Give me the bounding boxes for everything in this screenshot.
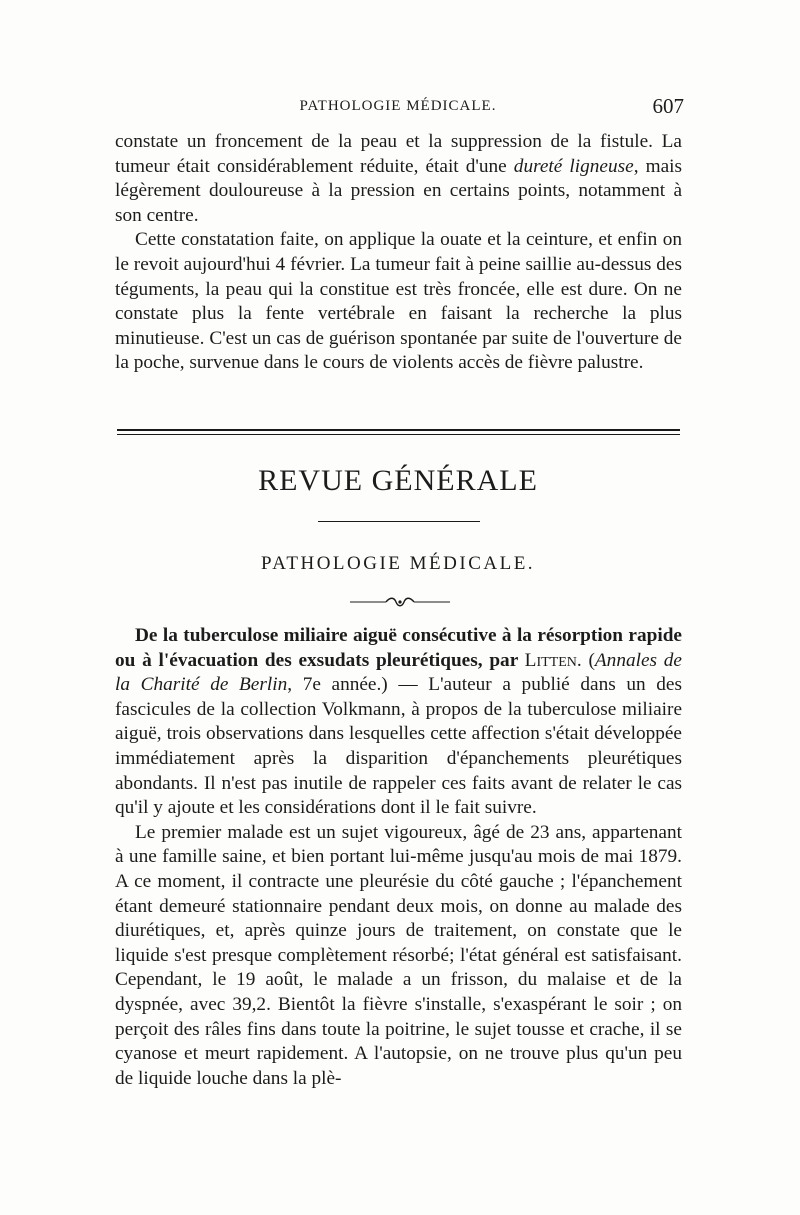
page-number: 607 (652, 94, 684, 118)
article-journal: Annales de la Charité de Berlin (115, 649, 682, 696)
section-title-underline (318, 521, 480, 522)
running-title: PATHOLOGIE MÉDICALE. (299, 98, 497, 114)
continuation-paragraph-2: Cette constatation faite, on applique la ouate et la ceinture, et enfin on le revoit aujourd'hui 4 février. La tumeur fait à peine saillie au-dessus des téguments, la peau qui la constitue est très froncée, elle est dure. On ne constate plus la fente vertébrale en faisant la recherche la plus minutieuse. C'est un cas de guérison spontanée par suite de l'ouverture de la poche, survenue dans le cours de violents accès de fièvre palustre. (115, 229, 682, 374)
article-title: De la tuberculose miliaire aiguë consécutive à la résorption rapide ou à l'évacuation des exsudats pleurétiques (115, 625, 682, 671)
continuation-p1-italic: dureté ligneuse (513, 155, 634, 177)
article-text (115, 624, 682, 1091)
article-paragraph-2: Le premier malade est un sujet vigoureux, âgé de 23 ans, appartenant à une famille saine, et bien portant lui-même jusqu'au mois de mai 1879. A ce moment, il contracte une pleurésie du côté gauche ; l'épanchement étant demeuré stationnaire pendant deux mois, on donne au malade des diurétiques, et, après quinze jours de traitement, on constate que le liquide s'est presque complètement résorbé; l'état général est satisfaisant. Cependant, le 19 août, le malade a un frisson, du malaise et de la dyspnée, avec 39,2. Bientôt la fièvre s'installe, s'exaspérant le soir ; on perçoit des râles fins dans toute la poitrine, le sujet tousse et crache, il se cyanose et meurt rapidement. A l'autopsie, on ne trouve plus qu'un peu de liquide louche dans la plè- (115, 821, 682, 1089)
section-title: REVUE GÉNÉRALE (258, 464, 538, 497)
continuation-p1-start: constate un froncement de la peau et la suppression de la fistule. La tumeur était considérablement réduite, était d'une (115, 131, 682, 177)
ornament-fleuron-icon (348, 596, 452, 608)
article-paragraph-1 (115, 624, 682, 821)
article-source-rest: , 7e année.) — L'auteur a publié dans un des fascicules de la collection Volkmann, à propos de la tuberculose miliaire aiguë, trois observations dans lesquelles cette affection s'était développée immédiatement après la disparition d'épanchements pleurétiques abondants. Il n'est pas inutile de rappeler ces faits avant de relater le cas qu'il y ajoute et les considérations dont il le fait suivre. (115, 674, 682, 819)
double-rule-divider (117, 429, 680, 435)
continuation-paragraph-1 (115, 130, 682, 228)
article-by: , par (477, 649, 525, 671)
article-source-open: . ( (576, 649, 595, 671)
subsection-title: PATHOLOGIE MÉDICALE. (260, 553, 536, 574)
continuation-text (115, 130, 682, 376)
continuation-p1-end: , mais légèrement douloureuse à la pression en certains points, notamment à son centre. (115, 155, 683, 226)
double-rule-thick (117, 429, 680, 431)
double-rule-thin (117, 434, 680, 435)
article-author: Litten (524, 649, 577, 671)
page-header (112, 96, 684, 120)
